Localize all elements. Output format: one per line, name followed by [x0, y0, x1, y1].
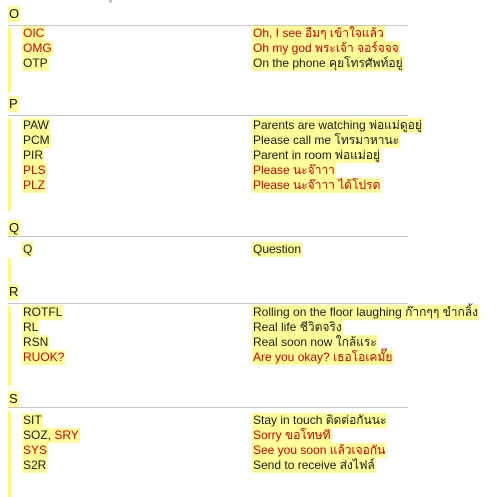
meaning: See you soon แล้วเจอกัน — [253, 443, 386, 457]
list-item — [0, 118, 499, 133]
list-item — [0, 335, 499, 350]
meaning: Send to receive ส่งไฟล์ — [253, 458, 375, 472]
section-divider — [8, 407, 408, 408]
meaning: Question — [253, 242, 302, 256]
abbreviation — [22, 428, 80, 443]
abbreviation: RL — [23, 320, 39, 334]
abbreviation: PIR — [23, 148, 44, 162]
list-item — [0, 56, 499, 71]
list-item — [0, 428, 499, 443]
abbreviation: OTP — [23, 56, 48, 70]
meaning: Parent in room พ่อแม่อยู่ — [253, 148, 381, 162]
section-letter: O — [9, 6, 20, 21]
abbreviation: PAW — [23, 118, 49, 132]
meaning: Please นะจ๊าาา ได้โปรด — [253, 178, 381, 192]
list-item — [0, 458, 499, 473]
list-item — [0, 133, 499, 148]
abbreviation: PCM — [23, 133, 50, 147]
abbreviation: RUOK? — [23, 350, 65, 364]
abbreviation-part: SRY — [54, 428, 79, 442]
list-item — [0, 26, 499, 41]
meaning: Real soon now ใกล้แระ — [253, 335, 377, 349]
section-letter: Q — [9, 220, 20, 235]
list-item — [0, 413, 499, 428]
abbreviation: PLZ — [23, 178, 46, 192]
meaning: Parents are watching พ่อแม่ดูอยู่ — [253, 118, 422, 132]
abbreviation: S2R — [23, 458, 47, 472]
abbreviation: ROTFL — [23, 305, 63, 319]
list-item — [0, 148, 499, 163]
list-item — [0, 163, 499, 178]
list-item — [0, 178, 499, 193]
abbreviation: PLS — [23, 163, 46, 177]
meaning: Real life ชีวิตจริง — [253, 320, 342, 334]
meaning: Are you okay? เธอโอเคมั๊ย — [253, 350, 393, 364]
abbreviation: OMG — [23, 41, 52, 55]
top-mark — [112, 0, 118, 2]
abbreviation: SIT — [23, 413, 42, 427]
meaning: Oh my god พระเจ้า จอร์จจจ — [253, 41, 399, 55]
list-item — [0, 41, 499, 56]
meaning: Please call me โทรมาหานะ — [253, 133, 400, 147]
section-divider — [8, 303, 408, 304]
abbreviation: SYS — [23, 443, 48, 457]
section-divider — [8, 115, 408, 116]
abbreviation-part: SOZ, — [23, 428, 55, 442]
abbreviation: RSN — [23, 335, 49, 349]
list-item — [0, 320, 499, 335]
list-item — [0, 242, 499, 257]
abbreviation: Q — [23, 242, 33, 256]
abbreviation: OIC — [23, 26, 45, 40]
section-letter: R — [9, 284, 19, 299]
section-letter: P — [9, 96, 18, 111]
section-letter: S — [9, 391, 18, 406]
section-divider — [8, 236, 408, 237]
section-gutter — [8, 258, 11, 282]
list-item — [0, 443, 499, 458]
meaning: Stay in touch ติดต่อกันนะ — [253, 413, 387, 427]
list-item — [0, 305, 499, 320]
list-item — [0, 350, 499, 365]
meaning: Oh, I see อืมๆ เข้าใจแล้ว — [253, 26, 384, 40]
meaning: Sorry ขอโทษที — [253, 428, 331, 442]
meaning: On the phone คุยโทรศัพท์อยู่ — [253, 56, 403, 70]
meaning: Please นะจ๊าาา — [253, 163, 335, 177]
meaning: Rolling on the floor laughing ก๊ากๆๆ ขำกลิ้ง — [253, 305, 479, 319]
